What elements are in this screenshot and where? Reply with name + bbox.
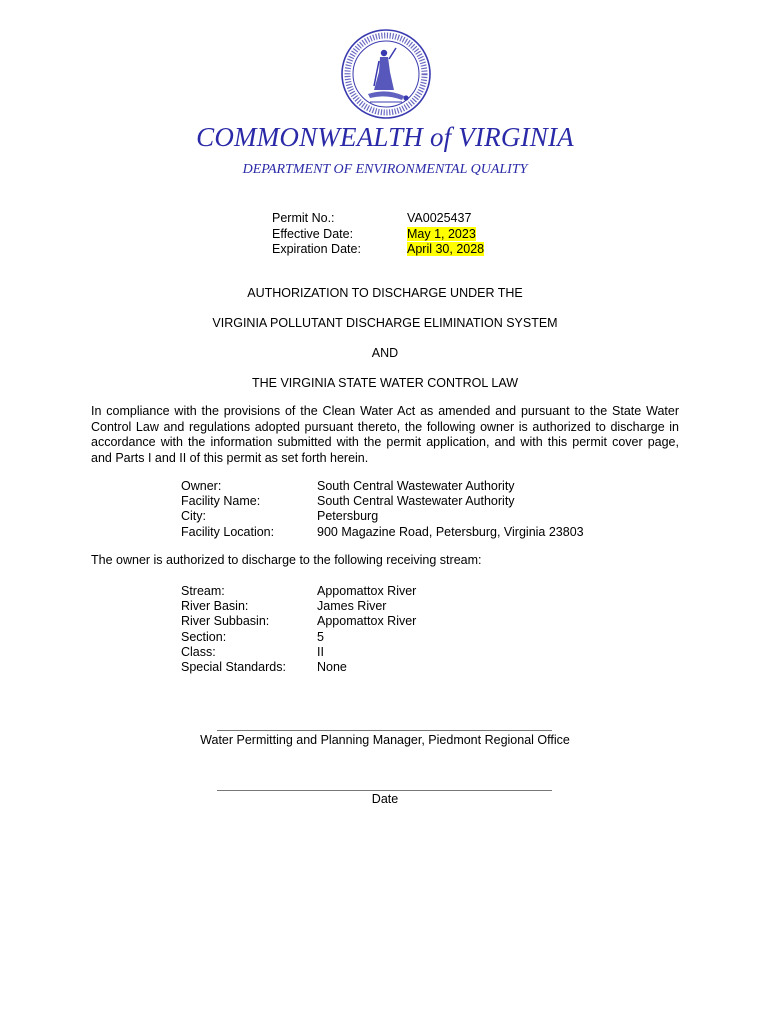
compliance-paragraph: In compliance with the provisions of the Clean Water Act as amended and pursuant to the State Water Control Law and regulations adopted pursuant thereto, the following owner is authorized to discharge in accordance with the information submitted with the permit application, and with this permit cover page, and Parts I and II of this permit as set forth herein. [91,404,679,465]
class-label: Class: [181,644,216,659]
heading-vpdes: VIRGINIA POLLUTANT DISCHARGE ELIMINATION SYSTEM [212,316,558,330]
effective-date-label: Effective Date: [272,226,354,241]
expiration-date-label: Expiration Date: [272,242,361,256]
river-subbasin-value: Appomattox River [317,614,417,629]
city-label: City: [181,509,206,524]
permit-number-value: VA0025437 [407,211,472,225]
river-subbasin-label: River Subbasin: [181,614,270,629]
facility-location-value: 900 Magazine Road, Petersburg, Virginia 23803 [317,524,584,539]
owner-label: Owner: [181,479,222,493]
virginia-state-seal-icon [340,28,432,120]
permit-values [407,211,484,258]
heading-authorization: AUTHORIZATION TO DISCHARGE UNDER THE [247,286,523,300]
stream-labels [181,584,286,675]
section-value: 5 [317,629,324,644]
expiration-date-value: April 30, 2028 [407,242,485,256]
owner-value: South Central Wastewater Authority [317,479,515,493]
stream-intro: The owner is authorized to discharge to the following receiving stream: [91,553,482,567]
facility-values [317,479,584,540]
department-subtitle: DEPARTMENT OF ENVIRONMENTAL QUALITY [242,162,528,177]
signature-line [217,730,552,731]
signer-title: Water Permitting and Planning Manager, Piedmont Regional Office [200,733,570,747]
permit-labels [272,211,361,258]
stream-value: Appomattox River [317,584,417,598]
page-title: COMMONWEALTH of VIRGINIA [196,122,574,152]
facility-name-value: South Central Wastewater Authority [317,494,515,509]
stream-label: Stream: [181,584,225,598]
city-value: Petersburg [317,509,379,524]
date-label: Date [371,792,399,806]
heading-and: AND [371,346,399,360]
facility-name-label: Facility Name: [181,494,261,509]
permit-number-label: Permit No.: [272,211,335,225]
date-line [217,790,552,791]
section-label: Section: [181,629,227,644]
special-standards-value: None [317,660,347,675]
river-basin-label: River Basin: [181,599,249,614]
class-value: II [317,644,324,659]
river-basin-value: James River [317,599,387,614]
facility-labels [181,479,274,540]
heading-state-water-control-law: THE VIRGINIA STATE WATER CONTROL LAW [252,376,518,390]
facility-location-label: Facility Location: [181,524,275,539]
effective-date-value: May 1, 2023 [407,226,476,241]
special-standards-label: Special Standards: [181,660,286,675]
stream-values [317,584,416,675]
